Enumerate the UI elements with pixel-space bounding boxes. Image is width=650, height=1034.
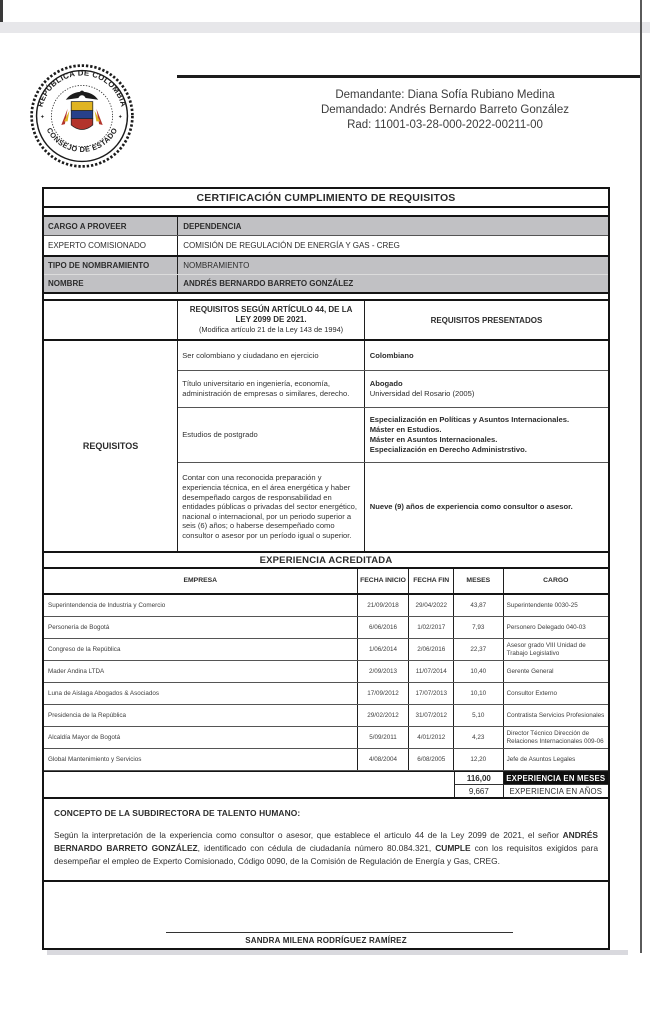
exp-cell-meses: 22,37 [454,639,504,660]
exp-cell-cargo: Consultor Externo [506,689,558,697]
requisito-text: Título universitario en ingeniería, economía, administración de empresas o similares, derecho. [178,371,365,407]
requisito-presentado: Especialización en Políticas y Asuntos Internacionales. Máster en Estudios. Máster en Asuntos Internacionales. Especialización en Derecho Administrstivo. [369,415,570,454]
exp-cell-empresa: Congreso de la República [44,639,358,660]
experiencia-anios-label: EXPERIENCIA EN AÑOS [504,784,608,797]
exp-cell-fin: 2/06/2016 [409,639,454,660]
exp-cell-empresa: Alcaldía Mayor de Bogotá [44,727,358,748]
certification-table [42,187,610,950]
exp-cell-fin: 4/01/2012 [409,727,454,748]
page-right-edge-line [640,0,642,953]
exp-cell-cargo: Personero Delegado 040-03 [506,623,586,631]
exp-cell-meses: 10,10 [454,683,504,704]
cargo-a-proveer-label: CARGO A PROVEER [44,217,178,235]
experiencia-meses-value: 116,00 [454,772,504,784]
summary-anios-row [44,784,608,797]
requisito-row-experiencia [178,463,608,551]
cargo-header: CARGO [543,577,569,584]
nombre-value: ANDRÉS BERNARDO BARRETO GONZÁLEZ [183,279,354,288]
requisito-presentado: Abogado Universidad del Rosario (2005) [369,379,475,398]
seal-bottom-text: CONSEJO DE ESTADO [44,126,120,155]
tipo-nombramiento-label: TIPO DE NOMBRAMIENTO [44,257,178,274]
exp-cell-meses: 4,23 [454,727,504,748]
exp-cell-inicio: 5/09/2011 [358,727,410,748]
exp-cell-empresa: Luna de Aislaga Abogados & Asociados [44,683,358,704]
exp-cell-empresa: Presidencia de la República [44,705,358,726]
concepto-cumple: CUMPLE [435,843,471,853]
concepto-section [44,797,608,880]
exp-cell-cargo: Contratista Servicios Profesionales [506,711,605,719]
exp-cell-fin: 11/07/2014 [409,661,454,682]
requisito-presentado: Colombiano [369,350,414,360]
exp-cell-inicio: 6/06/2016 [358,617,410,638]
exp-cell-meses: 43,87 [454,595,504,616]
certification-title: CERTIFICACIÓN CUMPLIMIENTO DE REQUISITOS [44,189,608,208]
exp-cell-meses: 7,93 [454,617,504,638]
experiencia-meses-label: EXPERIENCIA EN MESES [504,772,608,784]
exp-cell-fin: 1/02/2017 [409,617,454,638]
exp-cell-cargo: Superintendente 0030-25 [506,601,578,609]
requisitos-header-row [44,301,608,341]
exp-cell-empresa: Superintendencia de Industria y Comercio [44,595,358,616]
signature-name: SANDRA MILENA RODRÍGUEZ RAMÍREZ [245,936,407,945]
exp-cell-inicio: 1/06/2014 [358,639,410,660]
experience-row [44,595,608,617]
dependencia-label: DEPENDENCIA [183,221,242,231]
experience-table-body [44,595,608,771]
experience-row [44,617,608,639]
requisito-row-postgrado [178,408,608,463]
requisitos-header-empty-cell [44,301,178,339]
exp-cell-empresa: Personería de Bogotá [44,617,358,638]
experiencia-anios-value: 9,667 [454,784,504,797]
fecha-inicio-header: FECHA INICIO [358,569,410,593]
exp-cell-cargo: Asesor grado VIII Unidad de Trabajo Legislativo [506,641,586,657]
experience-row [44,661,608,683]
experience-table-header [44,569,608,595]
exp-cell-inicio: 2/09/2013 [358,661,410,682]
experience-row [44,639,608,661]
exp-cell-inicio: 29/02/2012 [358,705,410,726]
requisitos-presentados-header: REQUISITOS PRESENTADOS [430,315,543,325]
summary-empty-cell [44,784,454,797]
requisito-text: Ser colombiano y ciudadano en ejercicio [178,341,365,370]
requisito-row-ciudadania [178,341,608,371]
exp-cell-meses: 10,40 [454,661,504,682]
requisito-text: Estudios de postgrado [178,408,365,462]
signature-line [166,932,513,933]
exp-cell-inicio: 4/08/2004 [358,749,410,770]
cargo-dependencia-header-row [44,217,608,236]
concepto-nombre: ANDRÉS BERNARDO BARRETO GONZÁLEZ [54,830,598,853]
exp-cell-fin: 31/07/2012 [409,705,454,726]
spacer-row [44,208,608,217]
consejo-de-estado-seal-icon [28,62,136,170]
exp-cell-cargo: Gerente General [506,667,554,675]
fecha-fin-header: FECHA FIN [409,569,454,593]
tipo-nombramiento-value: NOMBRAMIENTO [183,261,250,270]
exp-cell-inicio: 17/09/2012 [358,683,410,704]
exp-cell-cargo: Director Técnico Dirección de Relaciones Internacionales 009-06 [506,729,604,745]
exp-cell-fin: 6/08/2005 [409,749,454,770]
tipo-nombramiento-row [44,257,608,275]
requisito-text: Contar con una reconocida preparación y experiencia técnica, en el área energética y haber desempeñado cargos de responsabilidad en entidades públicas o privadas del sector energético, nacional o internacional, por un periodo superior a seis (6) años; o haberse desempeñado como consultor o asesor por un período igual o superior. [178,463,365,551]
exp-cell-inicio: 21/09/2018 [358,595,410,616]
requisitos-body [44,341,608,551]
requisito-row-titulo [178,371,608,408]
summary-meses-row [44,771,608,784]
dependencia-value: COMISIÓN DE REGULACIÓN DE ENERGÍA Y GAS - CREG [183,241,400,250]
exp-cell-empresa: Mader Andina LTDA [44,661,358,682]
experience-row [44,749,608,771]
nombre-row [44,275,608,294]
experiencia-acreditada-title: EXPERIENCIA ACREDITADA [44,551,608,569]
requisitos-side-label: REQUISITOS [44,341,178,551]
seal-top-text: REPÚBLICA DE COLOMBIA [35,68,129,108]
requisito-presentado: Nueve (9) años de experiencia como consultor o asesor. [369,502,573,512]
experience-row [44,727,608,749]
demandado-line: Demandado: Andrés Bernardo Barreto González [320,104,570,116]
table-shadow [47,950,628,955]
exp-cell-fin: 29/04/2022 [409,595,454,616]
concepto-paragraph: Según la interpretación de la experiencia como consultor o asesor, que establece el articulo 44 de la Ley 2099 de 2021, el señor ANDRÉS BERNARDO BARRETO GONZÁLEZ, identificado con cédula de ciudadanía número 80.084.321, CUMPLE con los requisitos exigidos para desempeñar el empleo de Experto Comisionado, Código 0090, de la Comisión de Regulación de Energía y Gas, CREG. [54,830,598,866]
exp-cell-fin: 17/07/2013 [409,683,454,704]
exp-cell-cargo: Jefe de Asuntos Legales [506,755,576,763]
exp-cell-meses: 12,20 [454,749,504,770]
scan-top-band [0,22,650,33]
summary-empty-cell [44,772,454,784]
experience-row [44,683,608,705]
demandante-line: Demandante: Diana Sofía Rubiano Medina [335,89,555,101]
concepto-heading: CONCEPTO DE LA SUBDIRECTORA DE TALENTO HUMANO: [54,808,301,818]
empresa-header: EMPRESA [44,569,358,593]
requisitos-segun-header: REQUISITOS SEGÚN ARTÍCULO 44, DE LA LEY 2099 DE 2021. (Modifica artículo 21 de la Ley 143 de 1994) [178,301,365,339]
experience-row [44,705,608,727]
cargo-value: EXPERTO COMISIONADO [44,236,178,255]
case-info-block [280,88,610,133]
requisitos-header-note: (Modifica artículo 21 de la Ley 143 de 1994) [198,325,344,334]
svg-text:✦: ✦ [40,114,45,121]
svg-text:✦: ✦ [118,114,123,121]
letterhead-rule [177,75,640,78]
radicado-line: Rad: 11001-03-28-000-2022-00211-00 [347,119,543,131]
cargo-dependencia-value-row [44,236,608,257]
exp-cell-empresa: Global Mantenimiento y Servicios [44,749,358,770]
spacer-row [44,294,608,301]
meses-header: MESES [454,569,504,593]
nombre-label: NOMBRE [44,275,178,292]
exp-cell-meses: 5,10 [454,705,504,726]
scan-corner-mark [0,0,3,22]
signature-section [44,880,608,948]
